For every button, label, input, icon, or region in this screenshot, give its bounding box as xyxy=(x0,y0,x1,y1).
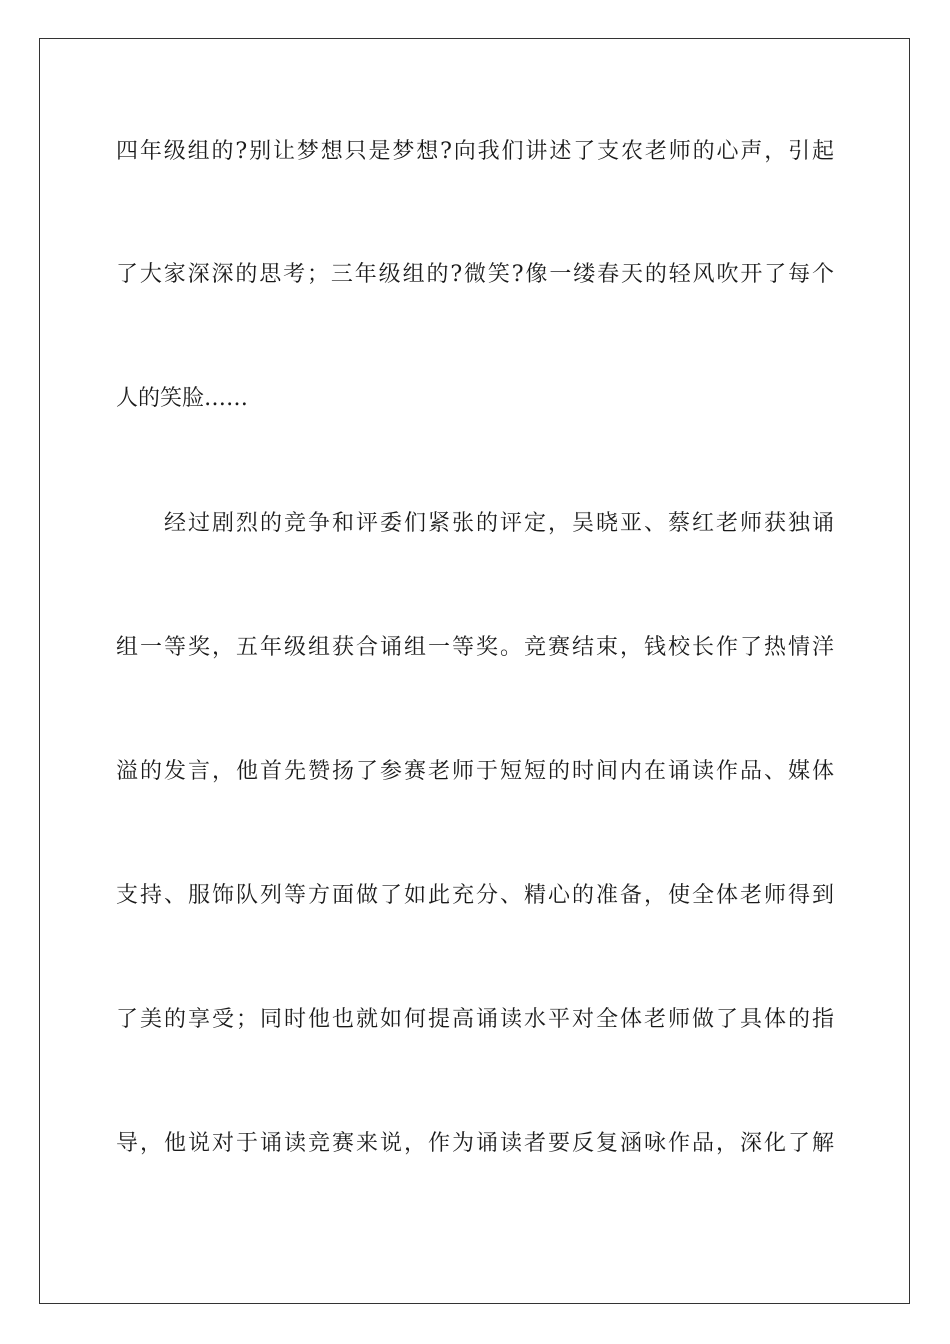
text-line-2: 了大家深深的思考；三年级组的?微笑?像一缕春天的轻风吹开了每个 xyxy=(116,262,834,287)
text-line-3: 人的笑脸…… xyxy=(116,386,249,411)
text-line-7: 支持、服饰队列等方面做了如此充分、精心的准备，使全体老师得到 xyxy=(116,883,834,908)
text-line-4: 经过剧烈的竞争和评委们紧张的评定，吴晓亚、蔡红老师获独诵 xyxy=(164,511,834,536)
text-line-9: 导，他说对于诵读竞赛来说，作为诵读者要反复涵咏作品，深化了解 xyxy=(116,1131,834,1156)
text-line-5: 组一等奖，五年级组获合诵组一等奖。竞赛结束，钱校长作了热情洋 xyxy=(116,635,834,660)
text-line-6: 溢的发言，他首先赞扬了参赛老师于短短的时间内在诵读作品、媒体 xyxy=(116,759,834,784)
text-line-1: 四年级组的?别让梦想只是梦想?向我们讲述了支农老师的心声，引起 xyxy=(116,139,834,164)
page-border xyxy=(39,38,910,1304)
text-line-8: 了美的享受；同时他也就如何提高诵读水平对全体老师做了具体的指 xyxy=(116,1007,834,1032)
